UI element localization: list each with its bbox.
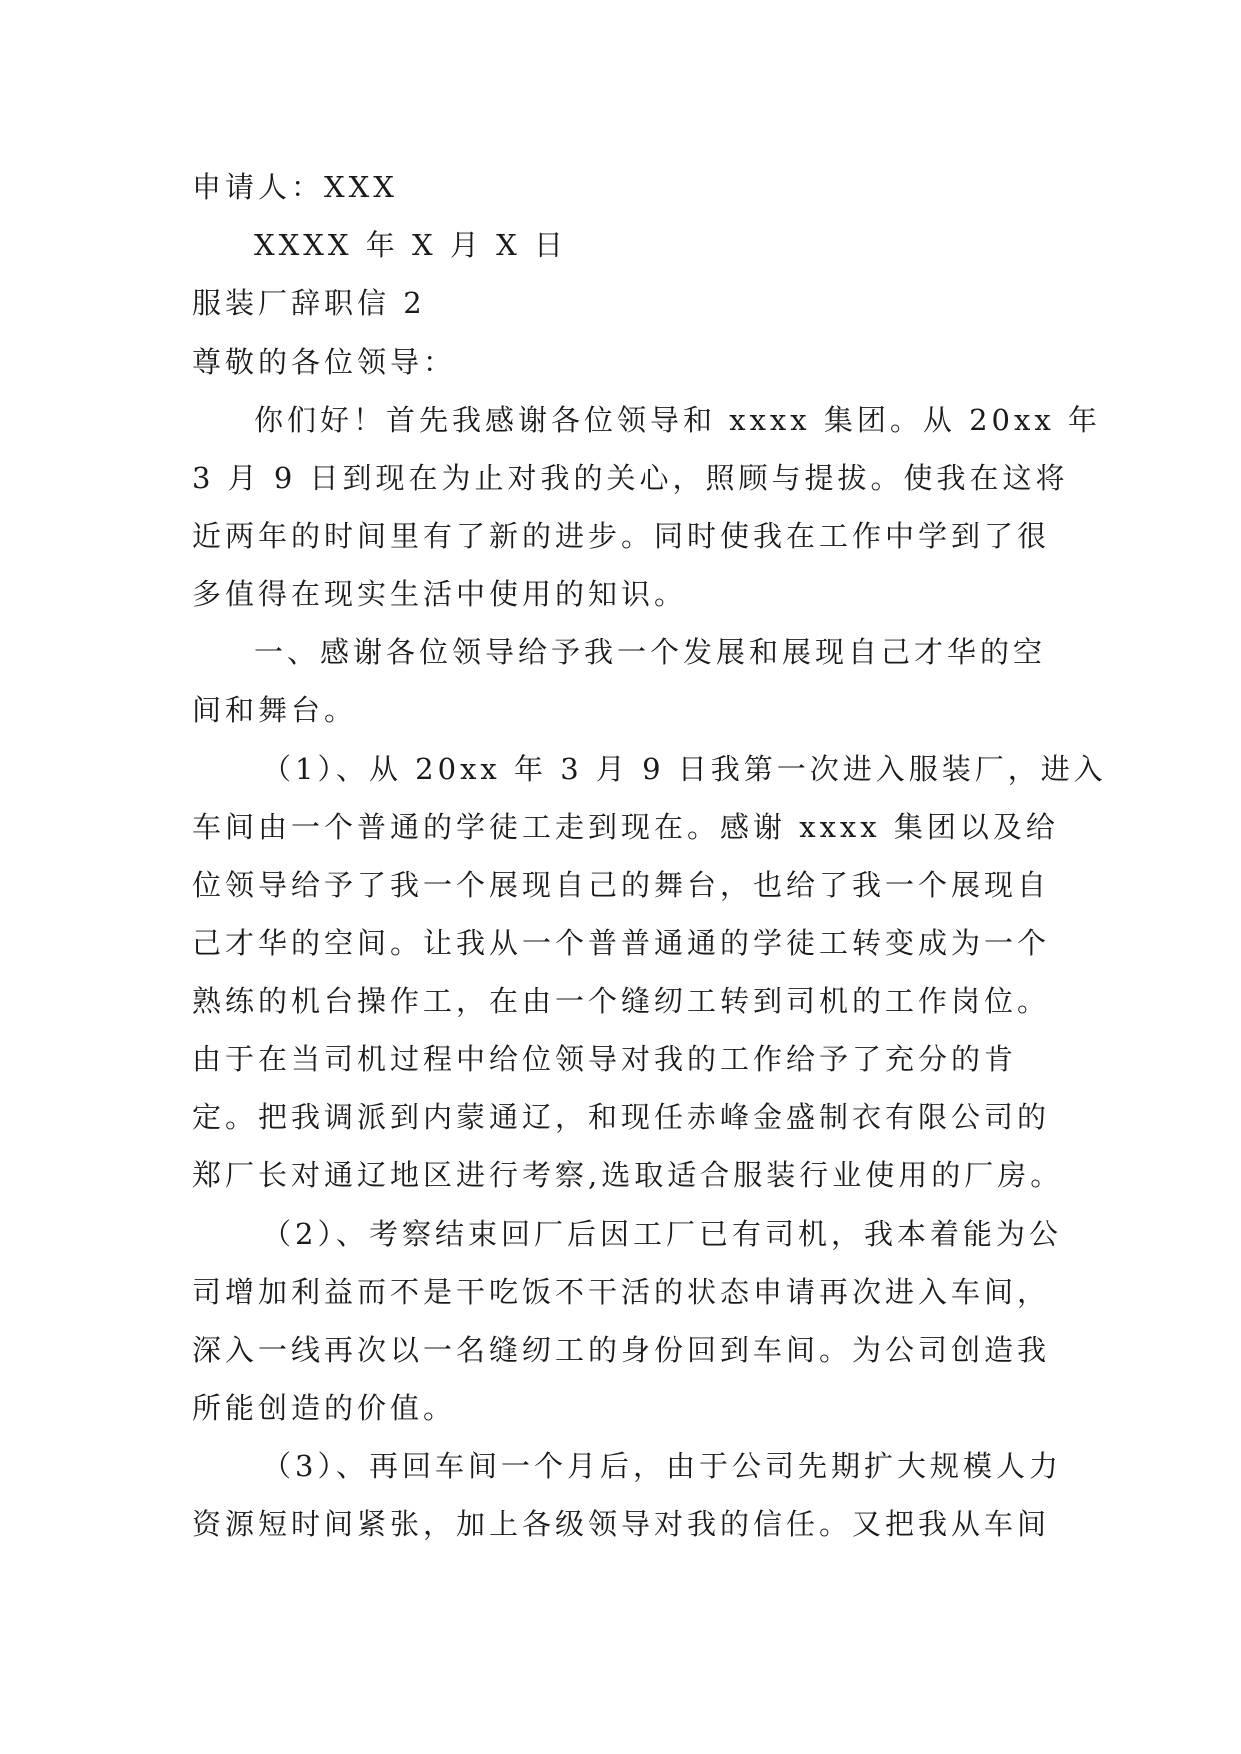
section-heading-line: 间和舞台。 bbox=[192, 693, 358, 727]
salutation: 尊敬的各位领导： bbox=[192, 345, 457, 379]
paragraph-line: 多值得在现实生活中使用的知识。 bbox=[192, 577, 688, 611]
paragraph-line: 己才华的空间。让我从一个普普通通的学徒工转变成为一个 bbox=[192, 926, 1051, 960]
letter-title: 服装厂辞职信 2 bbox=[192, 286, 426, 320]
paragraph-line: 深入一线再次以一名缝纫工的身份回到车间。为公司创造我 bbox=[192, 1333, 1051, 1367]
section-heading-line: 一、感谢各位领导给予我一个发展和展现自己才华的空 bbox=[254, 635, 1047, 669]
paragraph-line: 定。把我调派到内蒙通辽，和现任赤峰金盛制衣有限公司的 bbox=[192, 1100, 1051, 1134]
date-line: XXXX 年 X 月 X 日 bbox=[254, 228, 567, 262]
paragraph-line: 近两年的时间里有了新的进步。同时使我在工作中学到了很 bbox=[192, 519, 1051, 553]
paragraph-line: 司增加利益而不是干吃饭不干活的状态申请再次进入车间， bbox=[192, 1275, 1051, 1309]
paragraph-line: 所能创造的价值。 bbox=[192, 1391, 457, 1425]
paragraph-line: 郑厂长对通辽地区进行考察,选取适合服装行业使用的厂房。 bbox=[192, 1158, 1064, 1192]
applicant-line: 申请人：XXX bbox=[192, 170, 398, 204]
paragraph-line: 由于在当司机过程中给位领导对我的工作给予了充分的肯 bbox=[192, 1042, 1018, 1076]
paragraph-line: （1）、从 20xx 年 3 月 9 日我第一次进入服装厂，进入 bbox=[262, 752, 1107, 786]
paragraph-line: 你们好！首先我感谢各位领导和 xxxx 集团。从 20xx 年 bbox=[254, 403, 1101, 437]
paragraph-line: 资源短时间紧张，加上各级领导对我的信任。又把我从车间 bbox=[192, 1507, 1051, 1541]
paragraph-line: 3 月 9 日到现在为止对我的关心，照顾与提拔。使我在这将 bbox=[192, 461, 1069, 495]
paragraph-line: 熟练的机台操作工，在由一个缝纫工转到司机的工作岗位。 bbox=[192, 984, 1051, 1018]
paragraph-line: （3）、再回车间一个月后，由于公司先期扩大规模人力 bbox=[262, 1449, 1062, 1483]
paragraph-line: 车间由一个普通的学徒工走到现在。感谢 xxxx 集团以及给 bbox=[192, 810, 1059, 844]
paragraph-line: 位领导给予了我一个展现自己的舞台，也给了我一个展现自 bbox=[192, 868, 1051, 902]
paragraph-line: （2）、考察结束回厂后因工厂已有司机，我本着能为公 bbox=[262, 1217, 1062, 1251]
